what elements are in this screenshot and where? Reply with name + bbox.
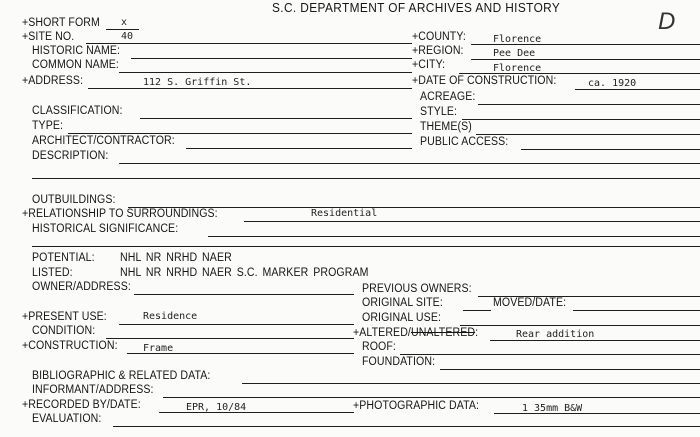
date-construction-label: +DATE OF CONSTRUCTION:: [412, 75, 557, 87]
foundation-label: FOUNDATION:: [362, 356, 436, 368]
original-site-label: ORIGINAL SITE:: [362, 297, 443, 309]
region-value: Pee Dee: [493, 48, 536, 59]
owner-address-line: [134, 294, 354, 295]
potential-options: NHL NR NRHD NAER: [120, 252, 232, 264]
type-label: TYPE:: [32, 120, 64, 132]
listed-label: LISTED:: [32, 267, 73, 279]
style-label: STYLE:: [420, 106, 458, 118]
foundation-line: [440, 369, 700, 370]
architect-label: ARCHITECT/CONTRACTOR:: [32, 135, 175, 147]
type-line: [68, 133, 412, 134]
description-line-2: [32, 178, 700, 179]
informant-label: INFORMANT/ADDRESS:: [32, 384, 154, 396]
site-no-value: 40: [121, 31, 134, 42]
region-label: +REGION:: [412, 45, 464, 57]
bibliographic-line: [242, 383, 700, 384]
date-construction-value: ca. 1920: [588, 78, 637, 89]
city-label: +CITY:: [412, 59, 446, 71]
description-label: DESCRIPTION:: [32, 150, 109, 162]
outbuildings-label: OUTBUILDINGS:: [32, 194, 116, 206]
altered-suffix: :: [475, 327, 479, 339]
corner-mark: D: [658, 8, 676, 35]
altered-value: Rear addition: [516, 329, 595, 340]
present-use-line: [119, 324, 354, 325]
site-no-line: [86, 43, 412, 44]
classification-label: CLASSIFICATION:: [32, 105, 123, 117]
short-form-line: [106, 29, 139, 30]
common-name-label: COMMON NAME:: [32, 59, 119, 71]
historical-significance-line-2: [32, 246, 700, 247]
evaluation-line: [113, 426, 700, 427]
theme-label: THEME(S): [420, 121, 472, 133]
city-value: Florence: [493, 63, 542, 74]
classification-line: [140, 118, 412, 119]
historic-name-label: HISTORIC NAME:: [32, 45, 121, 57]
site-no-label: +SITE NO.: [22, 31, 75, 43]
address-value: 112 S. Griffin St.: [143, 77, 252, 88]
county-label: +COUNTY:: [412, 31, 466, 43]
relationship-line: [244, 221, 700, 222]
previous-owners-label: PREVIOUS OWNERS:: [362, 283, 472, 295]
style-line: [462, 119, 700, 120]
public-access-line: [521, 149, 700, 150]
construction-label: +CONSTRUCTION:: [22, 340, 118, 352]
evaluation-label: EVALUATION:: [32, 413, 102, 425]
county-value: Florence: [493, 34, 542, 45]
present-use-value: Residence: [143, 311, 198, 322]
architect-line: [186, 148, 412, 149]
present-use-label: +PRESENT USE:: [22, 311, 107, 323]
unaltered-struck: UNALTERED: [410, 327, 476, 339]
original-use-line: [460, 325, 700, 326]
acreage-line: [478, 104, 700, 105]
informant-line: [163, 397, 700, 398]
roof-label: ROOF:: [362, 341, 396, 353]
historical-significance-label: HISTORICAL SIGNIFICANCE:: [32, 223, 179, 235]
condition-line: [106, 338, 354, 339]
condition-label: CONDITION:: [32, 325, 96, 337]
short-form-value: x: [121, 17, 128, 28]
acreage-label: ACREAGE:: [420, 91, 476, 103]
altered-prefix: +ALTERED/: [353, 327, 411, 339]
relationship-label: +RELATIONSHIP TO SURROUNDINGS:: [22, 208, 218, 220]
relationship-value: Residential: [311, 208, 378, 219]
bibliographic-label: BIBLIOGRAPHIC & RELATED DATA:: [32, 370, 211, 382]
construction-value: Frame: [143, 343, 174, 354]
common-name-line: [119, 72, 412, 73]
roof-line: [400, 354, 700, 355]
description-line-1: [119, 163, 700, 164]
altered-label: [353, 327, 478, 340]
moved-date-line: [573, 310, 700, 311]
recorded-by-label: +RECORDED BY/DATE:: [22, 399, 141, 411]
listed-options: NHL NR NRHD NAER S.C. MARKER PROGRAM: [120, 267, 369, 279]
photographic-data-label: +PHOTOGRAPHIC DATA:: [353, 400, 480, 412]
recorded-by-value: EPR, 10/84: [186, 402, 247, 413]
historic-name-line: [131, 58, 412, 59]
original-use-label: ORIGINAL USE:: [362, 312, 442, 324]
photographic-data-value: 1 35mm B&W: [522, 403, 583, 414]
owner-address-label: OWNER/ADDRESS:: [32, 281, 131, 293]
address-label: +ADDRESS:: [22, 75, 84, 87]
page-title: S.C. DEPARTMENT OF ARCHIVES AND HISTORY: [272, 1, 561, 15]
short-form-label: +SHORT FORM: [22, 17, 100, 29]
potential-label: POTENTIAL:: [32, 252, 95, 264]
theme-line: [476, 134, 700, 135]
public-access-label: PUBLIC ACCESS:: [420, 136, 509, 148]
historical-significance-line-1: [208, 236, 700, 237]
moved-date-label: MOVED/DATE:: [493, 297, 567, 309]
original-site-line: [463, 310, 491, 311]
